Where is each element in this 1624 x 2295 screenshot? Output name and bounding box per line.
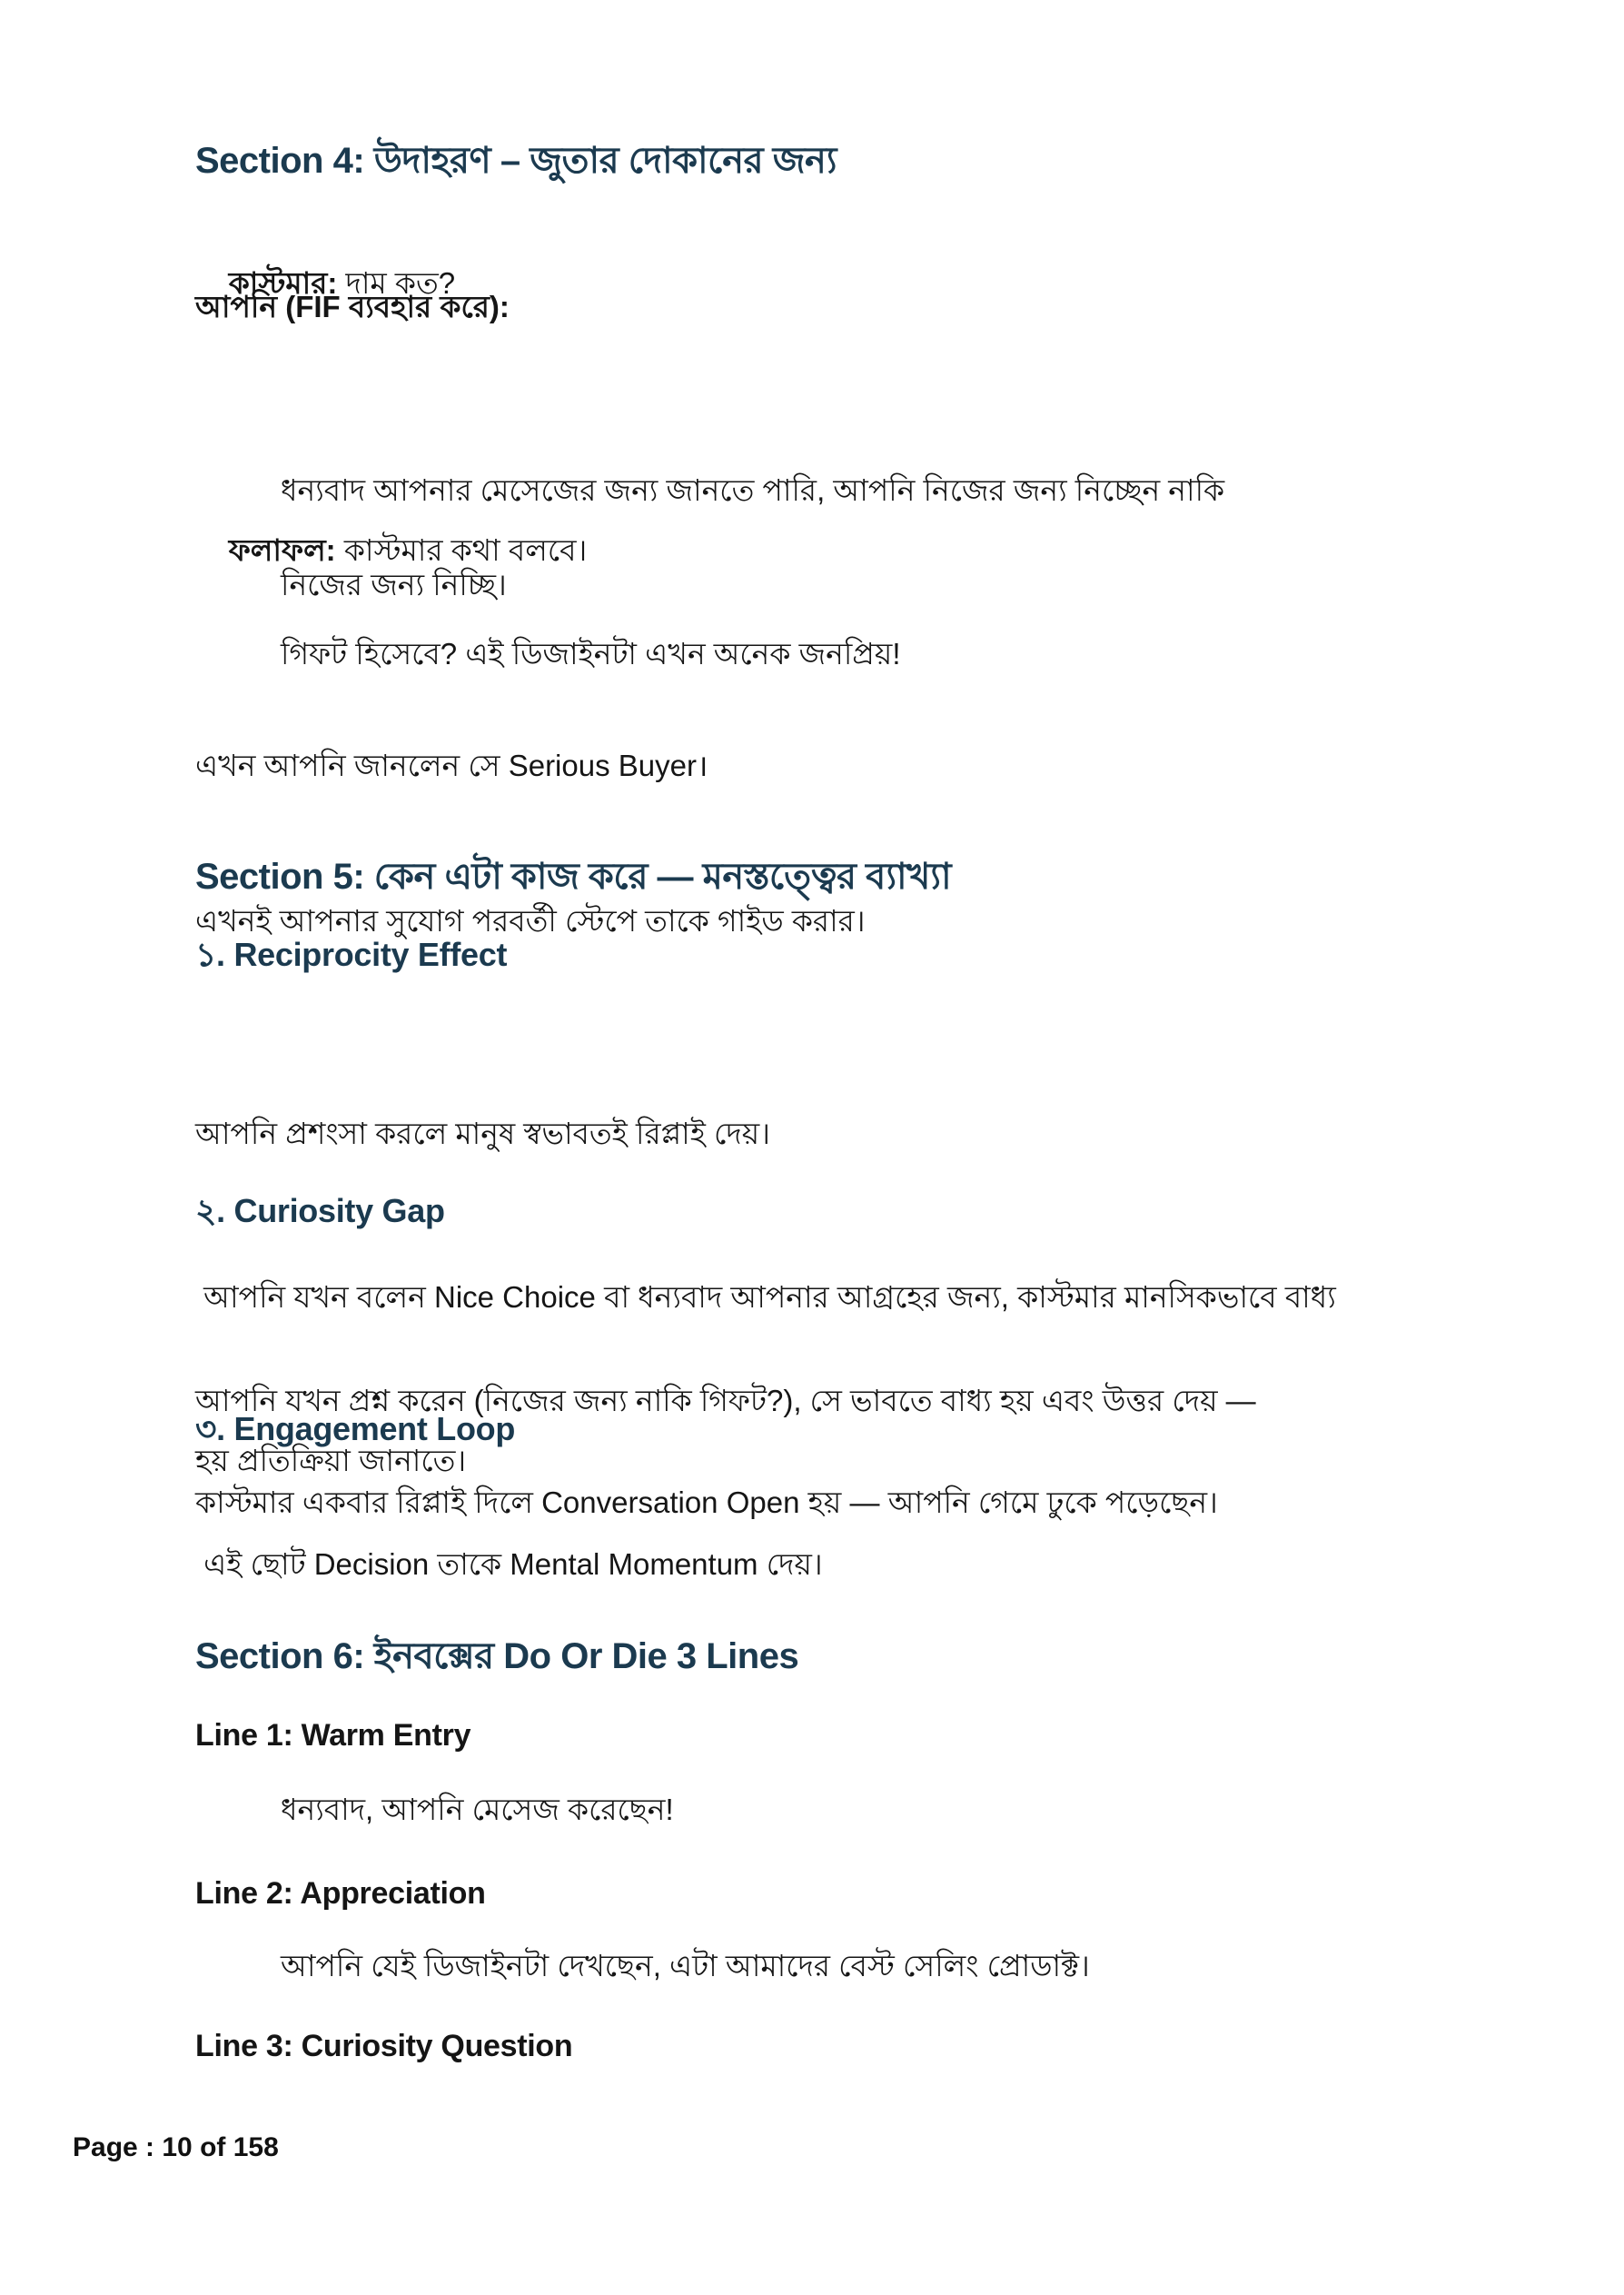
- you-fif-label: আপনি (FIF ব্যবহার করে):: [195, 290, 510, 323]
- result-text: কাস্টমার কথা বলবে।: [335, 533, 588, 567]
- section6-title: Section 6: ইনবক্সের Do Or Die 3 Lines: [195, 1636, 799, 1676]
- outcome-paragraph: [195, 636, 866, 1050]
- line2-quote: আপনি যেই ডিজাইনটা দেখছেন, এটা আমাদের বেস্ট সেলিং প্রোডাক্ট।: [281, 1949, 1090, 1982]
- engagement-loop-heading: ৩. Engagement Loop: [195, 1410, 516, 1447]
- reciprocity-line3: হয় প্রতিক্রিয়া জানাতে।: [195, 1444, 467, 1477]
- line2-appreciation-heading: Line 2: Appreciation: [195, 1876, 486, 1911]
- customer-text: দাম কত?: [337, 266, 456, 300]
- reciprocity-line2: আপনি যখন বলেন Nice Choice বা ধন্যবাদ আপনার আগ্রহের জন্য, কাস্টমার মানসিকভাবে বাধ্য: [195, 1280, 1336, 1314]
- section5-title: Section 5: কেন এটা কাজ করে — মনস্তত্ত্বের ব্যাখ্যা: [195, 857, 952, 897]
- line1-warm-entry-heading: Line 1: Warm Entry: [195, 1718, 471, 1753]
- page-number-indicator: Page : 10 of 158: [73, 2132, 279, 2162]
- fif-reply-line2: গিফট হিসেবে? এই ডিজাইনটা এখন অনেক জনপ্রিয়!: [281, 637, 901, 671]
- reciprocity-effect-heading: ১. Reciprocity Effect: [195, 936, 508, 973]
- result-label: ফলাফল:: [228, 533, 336, 567]
- customer-reply-quote: নিজের জন্য নিচ্ছি।: [281, 568, 507, 601]
- curiosity-gap-heading: ২. Curiosity Gap: [195, 1192, 445, 1229]
- fif-reply-line1: ধন্যবাদ আপনার মেসেজের জন্য জানতে পারি, আপনি নিজের জন্য নিচ্ছেন নাকি: [281, 473, 1225, 507]
- reciprocity-line1: আপনি প্রশংসা করলে মানুষ স্বভাবতই রিপ্লাই দেয়।: [195, 1117, 771, 1150]
- section4-title: Section 4: উদাহরণ – জুতার দোকানের জন্য: [195, 141, 837, 181]
- line1-quote: ধন্যবাদ, আপনি মেসেজ করেছেন!: [281, 1793, 674, 1826]
- customer-label: কাস্টমার:: [228, 266, 338, 300]
- curiosity-line2: এই ছোট Decision তাকে Mental Momentum দেয়।: [195, 1547, 823, 1581]
- line3-curiosity-question-heading: Line 3: Curiosity Question: [195, 2029, 573, 2063]
- outcome-line1: এখন আপনি জানলেন সে Serious Buyer।: [195, 749, 708, 782]
- engagement-line1: কাস্টমার একবার রিপ্লাই দিলে Conversation Open হয় — আপনি গেমে ঢুকে পড়েছেন।: [195, 1485, 1218, 1519]
- curiosity-line1: আপনি যখন প্রশ্ন করেন (নিজের জন্য নাকি গিফট?), সে ভাবতে বাধ্য হয় এবং উত্তর দেয় —: [195, 1384, 1256, 1417]
- outcome-line2: এখনই আপনার সুযোগ পরবর্তী স্টেপে তাকে গাইড করার।: [195, 904, 866, 938]
